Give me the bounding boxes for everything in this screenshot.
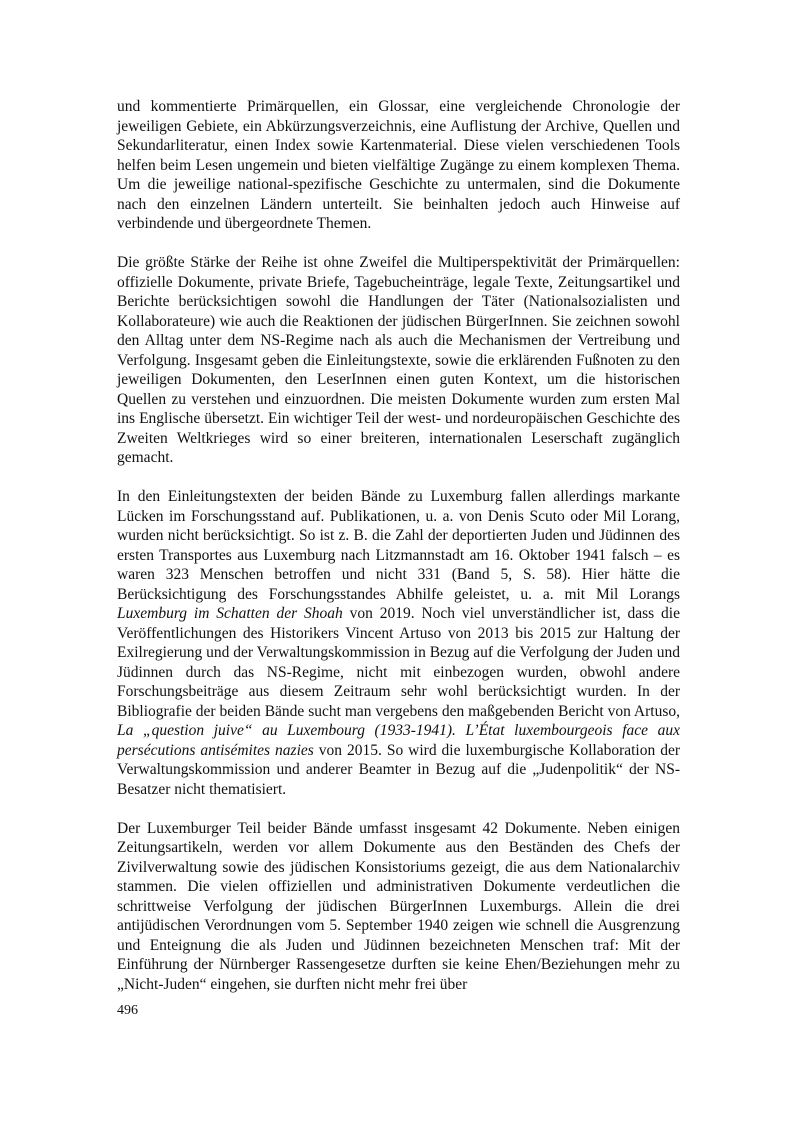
paragraph-3-text-c: von 2015. So wird die luxemburgische Kollaboration der Verwaltungskommission und anderer Beamter in Bezug auf die „Judenpolitik“ der NS-Besatzer nicht thematisiert. xyxy=(117,741,680,798)
paragraph-3 xyxy=(117,487,680,799)
report-title-artuso: La „question juive“ au Luxembourg (1933-1941). L’État luxembourgeois face aux persécutions antisémites nazies xyxy=(117,722,680,759)
document-body xyxy=(117,97,680,994)
page-number: 496 xyxy=(117,1003,138,1018)
paragraph-3-text-b: von 2019. Noch viel unverständlicher ist, dass die Veröffentlichungen des Historikers Vincent Artuso von 2013 bis 2015 zur Haltung der Exilregierung und der Verwaltungskommission in Bezug auf die Verfolgung der Juden und Jüdinnen durch das NS-Regime, nicht mit einbezogen wurden, obwohl andere Forschungsbeiträge aus diesem Zeitraum sehr wohl berücksichtigt wurden. In der Bibliografie der beiden Bände sucht man vergebens den maßgebenden Bericht von Artuso, xyxy=(117,605,680,720)
paragraph-2-text: Die größte Stärke der Reihe ist ohne Zweifel die Multiperspektivität der Primärquellen: offizielle Dokumente, private Briefe, Tagebucheinträge, legale Texte, Zeitungsartikel und Berichte berücksichtigen sowohl die Handlungen der Täter (Nationalsozialisten und Kollaborateure) wie auch die Reaktionen der jüdischen BürgerInnen. Sie zeichnen sowohl den Alltag unter dem NS-Regime nach als auch die Mechanismen der Vertreibung und Verfolgung. Insgesamt geben die Einleitungstexte, sowie die erklärenden Fußnoten zu den jeweiligen Dokumenten, den LeserInnen einen guten Kontext, um die historischen Quellen zu verstehen und einzuordnen. Die meisten Dokumente wurden zum ersten Mal ins Englische übersetzt. Ein wichtiger Teil der west- und nordeuropäischen Geschichte des Zweiten Weltkrieges wird so einer breiteren, internationalen Leserschaft zugänglich gemacht. xyxy=(117,254,680,466)
paragraph-1 xyxy=(117,97,680,234)
book-title-lorang: Luxemburg im Schatten der Shoah xyxy=(117,605,343,622)
paragraph-3-text-a: In den Einleitungstexten der beiden Bände zu Luxemburg fallen allerdings markante Lücken im Forschungsstand auf. Publikationen, u. a. von Denis Scuto oder Mil Lorang, wurden nicht berücksichtigt. So ist z. B. die Zahl der deportierten Juden und Jüdinnen des ersten Transportes aus Luxemburg nach Litzmannstadt am 16. Oktober 1941 falsch – es waren 323 Menschen betroffen und nicht 331 (Band 5, S. 58). Hier hätte die Berücksichtigung des Forschungsstandes Abhilfe geleistet, u. a. mit Mil Lorangs xyxy=(117,488,680,603)
paragraph-2 xyxy=(117,253,680,468)
paragraph-4 xyxy=(117,819,680,995)
paragraph-4-text: Der Luxemburger Teil beider Bände umfasst insgesamt 42 Dokumente. Neben einigen Zeitungsartikeln, werden vor allem Dokumente aus den Beständen des Chefs der Zivilverwaltung sowie des jüdischen Konsistoriums gezeigt, die aus dem Nationalarchiv stammen. Die vielen offiziellen und administrativen Dokumente verdeutlichen die schrittweise Verfolgung der jüdischen BürgerInnen Luxemburgs. Allein die drei antijüdischen Verordnungen vom 5. September 1940 zeigen wie schnell die Ausgrenzung und Enteignung die als Juden und Jüdinnen bezeichneten Menschen traf: Mit der Einführung der Nürnberger Rassengesetze durften sie keine Ehen/Beziehungen mehr zu „Nicht-Juden“ eingehen, sie durften nicht mehr frei über xyxy=(117,819,680,993)
paragraph-1-text: und kommentierte Primärquellen, ein Glossar, eine vergleichende Chronologie der jeweiligen Gebiete, ein Abkürzungsverzeichnis, eine Auflistung der Archive, Quellen und Sekundarliteratur, einen Index sowie Kartenmaterial. Diese vielen verschiedenen Tools helfen beim Lesen ungemein und bieten vielfältige Zugänge zu einem komplexen Thema. Um die jeweilige national-spezifische Geschichte zu untermalen, sind die Dokumente nach den einzelnen Ländern unterteilt. Sie beinhalten jedoch auch Hinweise auf verbindende und übergeordnete Themen. xyxy=(117,98,680,232)
